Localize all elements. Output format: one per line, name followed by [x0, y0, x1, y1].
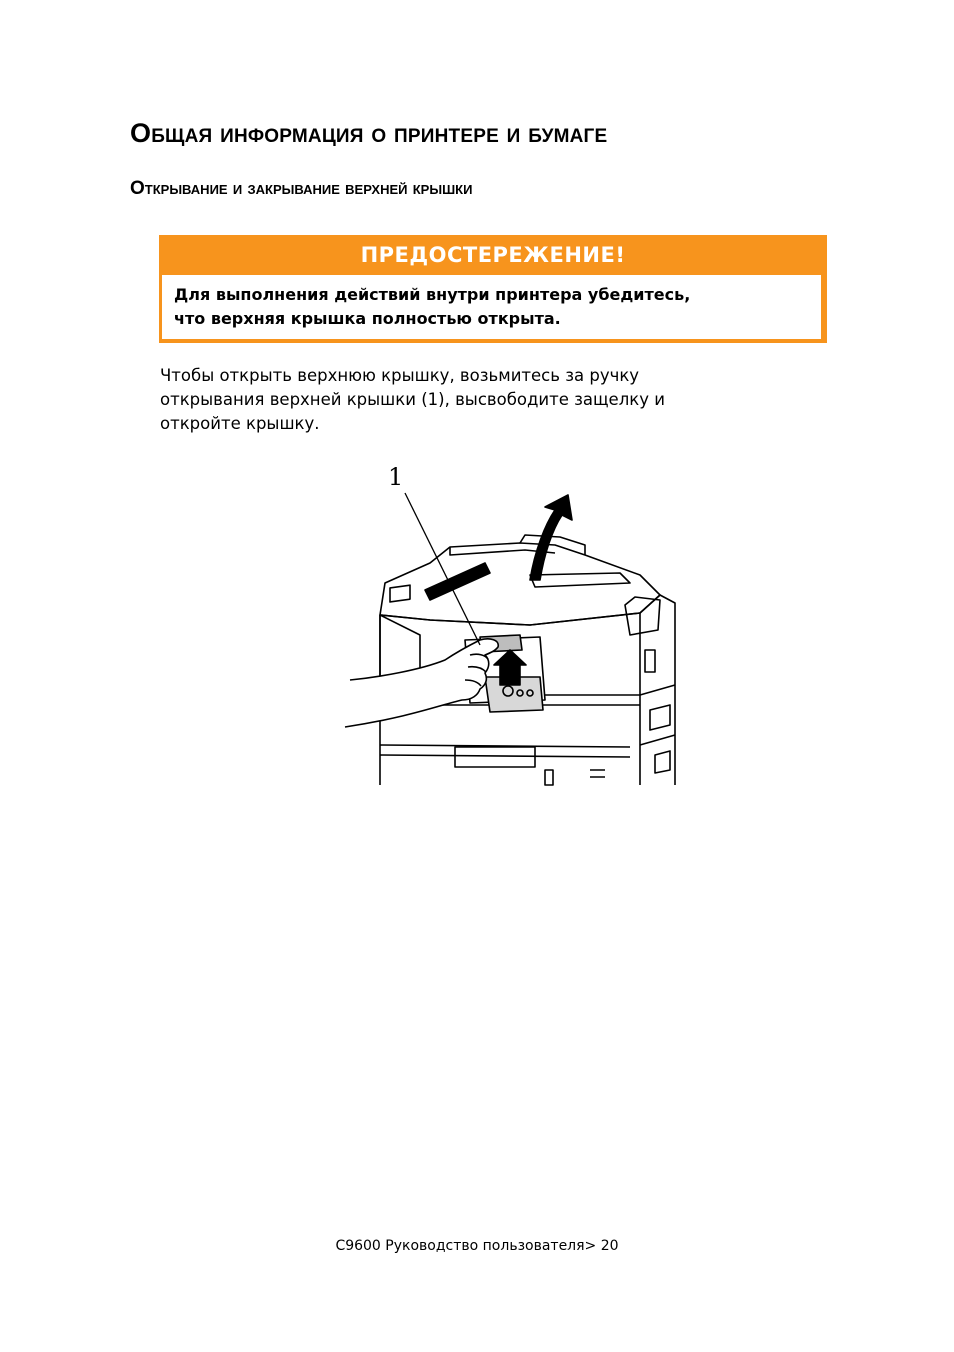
warning-title: ПРЕДОСТЕРЕЖЕНИЕ! [360, 243, 626, 267]
warning-box [159, 235, 827, 343]
printer-illustration [340, 455, 690, 790]
warning-body [162, 275, 821, 339]
warning-line-2: что верхняя крышка полностью открыта. [174, 309, 561, 328]
warning-line-1: Для выполнения действий внутри принтера убедитесь, [174, 285, 691, 304]
page-heading: Общая информация о принтере и бумаге [130, 118, 608, 148]
instruction-paragraph [160, 364, 760, 436]
callout-number: 1 [388, 463, 404, 491]
page-footer: C9600 Руководство пользователя> 20 [335, 1238, 619, 1254]
instruction-line-2: открывания верхней крышки (1), высвободите защелку и [160, 390, 665, 409]
printer-drawing [340, 455, 690, 790]
instruction-line-3: откройте крышку. [160, 414, 320, 433]
instruction-line-1: Чтобы открыть верхнюю крышку, возьмитесь за ручку [160, 366, 640, 385]
section-heading: Открывание и закрывание верхней крышки [130, 178, 473, 199]
